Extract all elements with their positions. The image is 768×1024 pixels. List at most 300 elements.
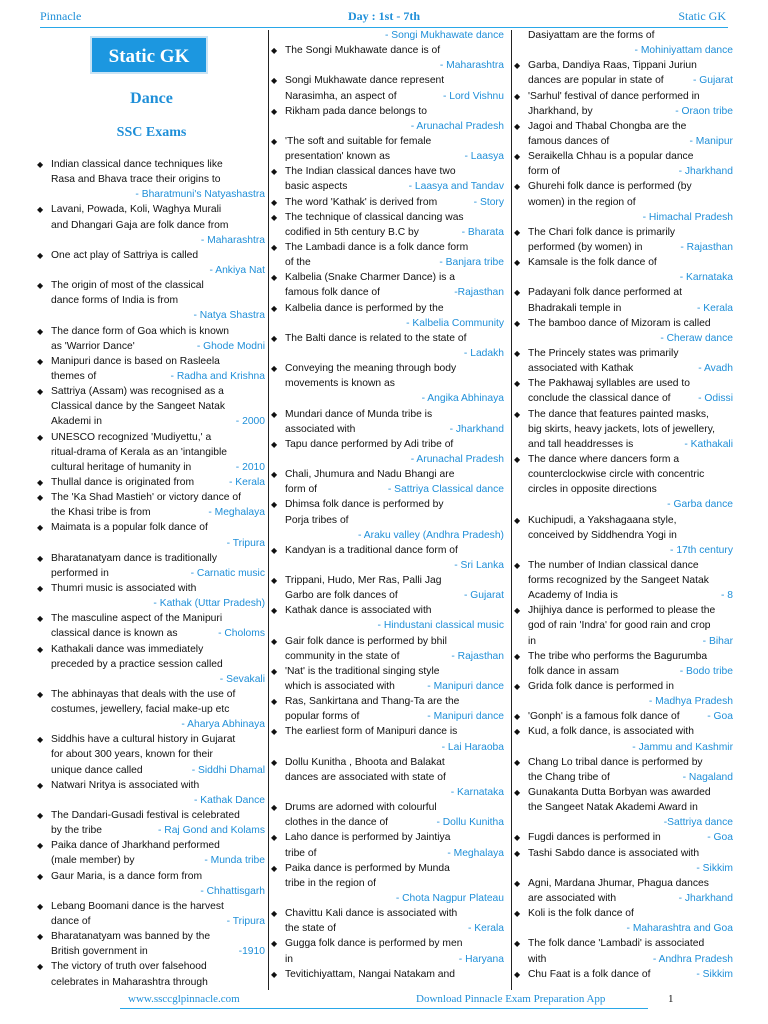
list-item (515, 679, 733, 694)
question-text: Bharatanatyam dance is traditionally (51, 552, 217, 564)
list-item (38, 642, 265, 657)
list-item (38, 248, 265, 263)
answer-text: - Mohiniyattam dance (634, 45, 733, 57)
bullet-icon: ◆ (271, 863, 278, 873)
bullet-icon: ◆ (514, 712, 521, 722)
answer-text: - Lai Haraoba (441, 741, 504, 753)
bullet-icon: ◆ (514, 379, 521, 389)
list-item (38, 899, 265, 914)
list-item (272, 134, 504, 149)
bullet-icon: ◆ (271, 212, 278, 222)
answer-text: - Cheraw dance (660, 332, 733, 344)
answer-text: - Avadh (698, 363, 733, 375)
question-text: dance forms of India is from (51, 295, 179, 307)
bullet-icon: ◆ (514, 227, 521, 237)
list-item-line (515, 634, 733, 649)
question-text: British government in (51, 946, 148, 958)
question-text: cultural heritage of humanity in (51, 461, 192, 473)
question-text: the state of (285, 923, 336, 935)
bullet-icon: ◆ (271, 303, 278, 313)
list-item-line (272, 876, 504, 891)
list-item (38, 551, 265, 566)
question-text: classical dance is known as (51, 628, 178, 640)
question-text: Agni, Mardana Jhumar, Phagua dances (528, 877, 709, 889)
answer-text: - Ladakh (463, 347, 504, 359)
question-text: The dance form of Goa which is known (51, 325, 229, 337)
question-text: movements is known as (285, 378, 395, 390)
list-item (272, 104, 504, 119)
answer-text: - Chota Nagpur Plateau (395, 893, 504, 905)
list-item-line (272, 58, 504, 73)
bullet-icon: ◆ (37, 387, 44, 397)
question-text: and Dhangari Gaja are folk dance from (51, 219, 229, 231)
question-text: the Sangeet Natak Akademi Award in (528, 802, 698, 814)
answer-text: - Odissi (698, 393, 733, 405)
bullet-icon: ◆ (271, 46, 278, 56)
answer-text: - Meghalaya (208, 507, 265, 519)
question-text: The Indian classical dances have two (285, 166, 456, 178)
question-text: 'The soft and suitable for female (285, 135, 432, 147)
list-item-line (515, 921, 733, 936)
list-item (38, 687, 265, 702)
bullet-icon: ◆ (37, 932, 44, 942)
question-text: tribe in the region of (285, 877, 377, 889)
question-text: Kandyan is a traditional dance form of (285, 544, 458, 556)
bullet-icon: ◆ (514, 651, 521, 661)
list-item-line (38, 596, 265, 611)
answer-text: - Himachal Pradesh (642, 211, 733, 223)
question-text: Chu Faat is a folk dance of (528, 968, 651, 980)
list-item-line (38, 399, 265, 414)
bullet-icon: ◆ (37, 326, 44, 336)
question-text: Maimata is a popular folk dance of (51, 522, 208, 534)
list-item-line (38, 657, 265, 672)
question-text: codified in 5th century B.C by (285, 226, 419, 238)
list-item (38, 157, 265, 172)
list-item-line (38, 763, 265, 778)
list-item (515, 285, 733, 300)
question-text: Jharkhand, by (528, 105, 593, 117)
bullet-icon: ◆ (37, 644, 44, 654)
question-text: in (528, 635, 537, 647)
bullet-icon: ◆ (514, 61, 521, 71)
question-text: Kud, a folk dance, is associated with (528, 726, 694, 738)
answer-text: - Gujarat (463, 590, 504, 602)
answer-text: - Manipur (689, 135, 733, 147)
answer-text: - Manipuri dance (427, 681, 504, 693)
bullet-icon: ◆ (514, 91, 521, 101)
question-text: presentation' known as (285, 151, 391, 163)
question-text: Thumri music is associated with (51, 582, 197, 594)
list-item (38, 430, 265, 445)
question-text: Gunakanta Dutta Borbyan was awarded (528, 787, 711, 799)
question-text: UNESCO recognized 'Mudiyettu,' a (51, 431, 212, 443)
answer-text: - Carnatic music (190, 567, 265, 579)
column-1 (38, 157, 265, 990)
column-divider (268, 30, 269, 990)
list-item-line (272, 346, 504, 361)
question-text: big skirts, heavy jackets, lots of jewellery, (528, 423, 715, 435)
list-item-line (272, 119, 504, 134)
list-item (38, 354, 265, 369)
bullet-icon: ◆ (271, 500, 278, 510)
answer-text: -1910 (238, 946, 265, 958)
question-text: Koli is the folk dance of (528, 908, 634, 920)
bullet-icon: ◆ (37, 160, 44, 169)
list-item (38, 959, 265, 974)
question-text: The abhinayas that deals with the use of (51, 688, 236, 700)
question-text: The word 'Kathak' is derived from (285, 196, 438, 208)
question-text: Tashi Sabdo dance is associated with (528, 847, 700, 859)
bullet-icon: ◆ (271, 636, 278, 646)
bullet-icon: ◆ (271, 76, 278, 86)
bullet-icon: ◆ (514, 682, 521, 692)
question-text: basic aspects (285, 181, 348, 193)
bullet-icon: ◆ (271, 273, 278, 283)
question-text: Conveying the meaning through body (285, 363, 457, 375)
list-item-line (515, 331, 733, 346)
list-item-line (38, 884, 265, 899)
answer-text: - Kathakali (684, 438, 733, 450)
bullet-icon: ◆ (37, 735, 44, 745)
question-text: Mundari dance of Munda tribe is (285, 408, 433, 420)
list-item-line (38, 308, 265, 323)
list-item-line (515, 104, 733, 119)
question-text: The technique of classical dancing was (285, 211, 464, 223)
question-text: The 'Ka Shad Mastieh' or victory dance of (51, 492, 241, 504)
footer-app-link[interactable]: Download Pinnacle Exam Preparation App (416, 993, 606, 1005)
bullet-icon: ◆ (271, 576, 278, 586)
question-text: Dhimsa folk dance is performed by (285, 499, 444, 511)
question-text: The victory of truth over falsehood (51, 961, 207, 973)
subject-heading: Dance (130, 90, 173, 107)
answer-text: - Madhya Pradesh (648, 696, 733, 708)
bullet-icon: ◆ (271, 364, 278, 374)
list-item (515, 513, 733, 528)
list-item-line (38, 566, 265, 581)
list-item (38, 838, 265, 853)
bullet-icon: ◆ (271, 136, 278, 146)
question-text: Kathakali dance was immediately (51, 643, 204, 655)
answer-text: - Goa (707, 711, 733, 723)
question-text: The number of Indian classical dance (528, 559, 699, 571)
question-text: The bamboo dance of Mizoram is called (528, 317, 711, 329)
list-item-line (272, 740, 504, 755)
answer-text: - Haryana (458, 953, 504, 965)
list-item (515, 255, 733, 270)
list-item-line (272, 528, 504, 543)
answer-text: -Sattriya dance (663, 817, 733, 829)
answer-text: - Rajasthan (680, 241, 733, 253)
list-item (38, 520, 265, 535)
question-text: The Princely states was primarily (528, 347, 679, 359)
list-item-line (515, 800, 733, 815)
page-number: 1 (668, 993, 674, 1005)
header-section: Static GK (678, 9, 726, 23)
list-item-line (515, 43, 733, 58)
question-text: The dance that features painted masks, (528, 408, 709, 420)
list-item (272, 694, 504, 709)
list-item-line (38, 369, 265, 384)
list-item-line (515, 861, 733, 876)
list-item-line (515, 361, 733, 376)
bullet-icon: ◆ (514, 878, 521, 888)
answer-text: - Arunachal Pradesh (410, 453, 504, 465)
list-item-line (515, 210, 733, 225)
list-item (272, 210, 504, 225)
answer-text: - Jammu and Kashmir (632, 741, 733, 753)
bullet-icon: ◆ (37, 583, 44, 593)
answer-text: - Sattriya Classical dance (387, 484, 504, 496)
answer-text: - Tripura (226, 916, 265, 928)
question-text: form of (285, 484, 318, 496)
bullet-icon: ◆ (271, 606, 278, 616)
list-item (515, 906, 733, 921)
bullet-icon: ◆ (37, 689, 44, 699)
answer-text: - Story (473, 196, 504, 208)
question-text: Ghurehi folk dance is performed (by (528, 181, 692, 193)
list-item (38, 490, 265, 505)
question-text: Chang Lo tribal dance is performed by (528, 756, 703, 768)
question-text: Fugdi dances is performed in (528, 832, 661, 844)
question-text: Drums are adorned with colourful (285, 802, 437, 814)
bullet-icon: ◆ (514, 318, 521, 328)
question-text: Seraikella Chhau is a popular dance (528, 151, 694, 163)
answer-text: - Dollu Kunitha (436, 817, 504, 829)
question-text: Paika dance of Jharkhand performed (51, 840, 220, 852)
question-text: Garba, Dandiya Raas, Tippani Juriun (528, 60, 697, 72)
answer-text: - 2000 (235, 416, 265, 428)
answer-text: - Nagaland (682, 771, 733, 783)
list-item (515, 225, 733, 240)
question-text: Kamsale is the folk dance of (528, 257, 657, 269)
answer-text: - Aharya Abhinaya (181, 719, 265, 731)
question-text: Siddhis have a cultural history in Gujarat (51, 734, 236, 746)
question-text: ritual-drama of Kerala as an 'intangible (51, 446, 227, 458)
question-text: by the tribe (51, 825, 102, 837)
list-item-line (515, 422, 733, 437)
list-item-line (38, 626, 265, 641)
list-item-line (38, 414, 265, 429)
question-text: associated with Kathak (528, 363, 634, 375)
list-item-line (38, 747, 265, 762)
question-text: The Songi Mukhawate dance is of (285, 45, 441, 57)
bullet-icon: ◆ (514, 348, 521, 358)
list-item (272, 800, 504, 815)
bullet-icon: ◆ (514, 288, 521, 298)
bullet-icon: ◆ (271, 470, 278, 480)
answer-text: - Lord Vishnu (442, 90, 504, 102)
list-item (515, 119, 733, 134)
list-item (38, 324, 265, 339)
list-item (515, 649, 733, 664)
list-item (272, 240, 504, 255)
list-item (38, 869, 265, 884)
bullet-icon: ◆ (271, 242, 278, 252)
question-text: The Lambadi dance is a folk dance form (285, 241, 469, 253)
list-item-line (515, 573, 733, 588)
list-item-line (38, 536, 265, 551)
answer-text: - Natya Shastra (193, 310, 265, 322)
list-item (38, 929, 265, 944)
list-item (38, 808, 265, 823)
list-item-line (272, 255, 504, 270)
list-item-line (38, 187, 265, 202)
question-text: Padayani folk dance performed at (528, 287, 682, 299)
question-text: famous folk dance of (285, 287, 381, 299)
list-item (272, 497, 504, 512)
answer-text: - Maharashtra (200, 234, 265, 246)
question-text: are associated with (528, 893, 617, 905)
answer-text: - Meghalaya (447, 847, 504, 859)
list-item (515, 709, 733, 724)
list-item (272, 664, 504, 679)
list-item-line (272, 770, 504, 785)
question-text: Dasiyattam are the forms of (528, 30, 655, 41)
question-text: The dance where dancers form a (528, 453, 680, 465)
question-text: The origin of most of the classical (51, 280, 204, 292)
question-text: Chali, Jhumura and Nadu Bhangi are (285, 469, 455, 481)
question-text: Rasa and Bhava trace their origins to (51, 174, 221, 186)
list-item-line (272, 709, 504, 724)
bullet-icon: ◆ (37, 614, 44, 624)
list-item-line (515, 28, 733, 43)
list-item-line (272, 952, 504, 967)
bullet-icon: ◆ (37, 901, 44, 911)
answer-text: - Kalbelia Community (406, 317, 504, 329)
list-item-line (515, 694, 733, 709)
list-item (272, 967, 504, 982)
answer-text: - Sri Lanka (454, 559, 504, 571)
question-text: the Chang tribe of (528, 771, 610, 783)
list-item-line (38, 717, 265, 732)
answer-text: - Kerala (696, 302, 733, 314)
list-item (515, 407, 733, 422)
question-text: The Dandari-Gusadi festival is celebrated (51, 810, 240, 822)
list-item-line (272, 179, 504, 194)
answer-text: - Sikkim (696, 968, 733, 980)
list-item-line (38, 263, 265, 278)
page-header (0, 0, 768, 30)
list-item (515, 785, 733, 800)
bullet-icon: ◆ (271, 833, 278, 843)
list-item-line (272, 618, 504, 633)
list-item-line (515, 195, 733, 210)
question-text: Gair folk dance is performed by bhil (285, 635, 447, 647)
list-item-line (515, 240, 733, 255)
question-text: dance of (51, 916, 91, 928)
question-text: 'Sarhul' festival of dance performed in (528, 90, 700, 102)
list-item-line (38, 823, 265, 838)
question-text: 'Nat' is the traditional singing style (285, 665, 440, 677)
list-item-line (38, 793, 265, 808)
question-text: The masculine aspect of the Manipuri (51, 613, 223, 625)
list-item-line (272, 785, 504, 800)
question-text: costumes, jewellery, facial make-up etc (51, 704, 230, 716)
question-text: for about 300 years, known for their (51, 749, 213, 761)
answer-text: - Andhra Pradesh (652, 953, 733, 965)
question-text: Classical dance by the Sangeet Natak (51, 401, 226, 413)
list-item (272, 755, 504, 770)
bullet-icon: ◆ (514, 969, 521, 979)
list-item-line (272, 391, 504, 406)
question-text: Dollu Kunitha , Bhoota and Balakat (285, 756, 445, 768)
question-text: community in the state of (285, 650, 400, 662)
list-item (272, 73, 504, 88)
question-text: 'Gonph' is a famous folk dance of (528, 711, 680, 723)
question-text: Narasimha, an aspect of (285, 90, 397, 102)
list-item-line (272, 316, 504, 331)
question-text: clothes in the dance of (285, 817, 389, 829)
question-text: (male member) by (51, 855, 135, 867)
list-item-line (515, 134, 733, 149)
list-item-line (38, 914, 265, 929)
list-item-line (272, 891, 504, 906)
answer-text: - Maharashtra (439, 60, 504, 72)
answer-text: - Jharkhand (678, 166, 733, 178)
bullet-icon: ◆ (514, 848, 521, 858)
bullet-icon: ◆ (37, 432, 44, 442)
question-text: and tall headdresses is (528, 438, 634, 450)
bullet-icon: ◆ (37, 281, 44, 291)
bullet-icon: ◆ (37, 493, 44, 503)
question-text: women) in the region of (528, 196, 636, 208)
answer-text: - Oraon tribe (675, 105, 733, 117)
list-item-line (38, 233, 265, 248)
question-text: Rikham pada dance belongs to (285, 105, 427, 117)
list-item (38, 384, 265, 399)
bullet-icon: ◆ (514, 258, 521, 268)
question-text: Trippani, Hudo, Mer Ras, Palli Jag (285, 575, 442, 587)
list-item-line (515, 543, 733, 558)
question-text: Songi Mukhawate dance represent (285, 75, 445, 87)
answer-text: - Hindustani classical music (377, 620, 504, 632)
list-item-line (515, 588, 733, 603)
list-item-line (515, 891, 733, 906)
question-text: celebrates in Maharashtra through (51, 976, 208, 988)
list-item (515, 603, 733, 618)
list-item (272, 270, 504, 285)
question-text: god of rain 'Indra' for good rain and crop (528, 620, 711, 632)
answer-text: - 17th century (670, 544, 733, 556)
list-item (38, 611, 265, 626)
bullet-icon: ◆ (514, 788, 521, 798)
bullet-icon: ◆ (271, 545, 278, 555)
answer-text: - Karnataka (450, 787, 504, 799)
list-item-line (38, 293, 265, 308)
list-item-line (38, 460, 265, 475)
list-item-line (272, 422, 504, 437)
bullet-icon: ◆ (271, 333, 278, 343)
list-item (272, 331, 504, 346)
question-text: Ras, Sankirtana and Thang-Ta are the (285, 696, 460, 708)
question-text: Paika dance is performed by Munda (285, 862, 450, 874)
list-item-line (272, 558, 504, 573)
list-item-line (272, 846, 504, 861)
list-item-line (515, 270, 733, 285)
list-item (515, 876, 733, 891)
answer-text: - Goa (707, 832, 733, 844)
question-text: Bhadrakali temple in (528, 302, 622, 314)
footer-website-link[interactable]: www.ssccglpinnacle.com (128, 993, 240, 1005)
list-item-line (38, 672, 265, 687)
list-item-line (515, 770, 733, 785)
bullet-icon: ◆ (271, 757, 278, 767)
list-item-line (38, 445, 265, 460)
question-text: Gaur Maria, is a dance form from (51, 870, 203, 882)
question-text: The tribe who performs the Bagurumba (528, 650, 708, 662)
list-item-line (38, 339, 265, 354)
